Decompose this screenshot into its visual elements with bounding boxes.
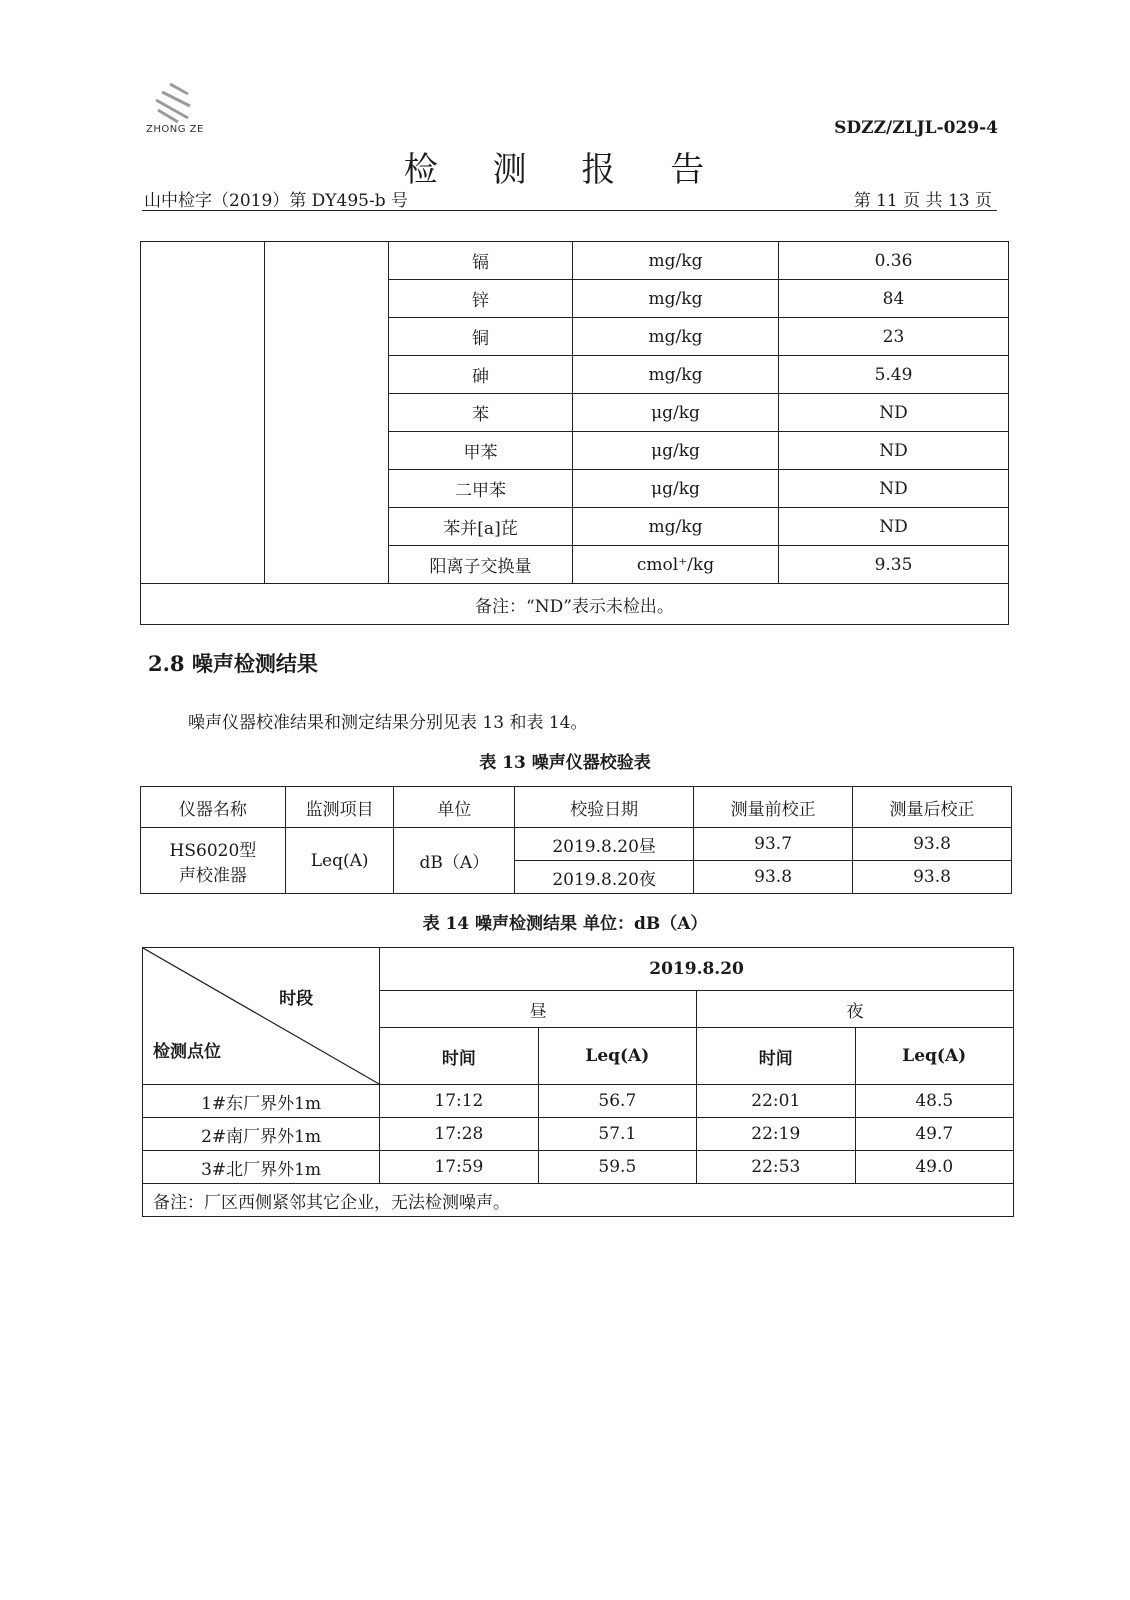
unit-cell: μg/kg	[573, 432, 779, 470]
table14-caption: 表 14 噪声检测结果 单位：dB（A）	[422, 914, 708, 934]
empty-cell	[141, 242, 265, 584]
section-title: 2.8 噪声检测结果	[148, 651, 318, 676]
table-row	[141, 242, 1009, 280]
after-cell: 93.8	[853, 828, 1012, 861]
unit-cell: dB（A）	[394, 828, 515, 894]
item-cell: 苯	[389, 394, 573, 432]
table13-caption: 表 13 噪声仪器校验表	[479, 753, 651, 773]
column-header: 校验日期	[515, 787, 694, 828]
date-header: 2019.8.20	[380, 948, 1014, 991]
table-header-row	[141, 787, 1012, 828]
leq-cell: 59.5	[538, 1151, 696, 1184]
metals-table	[140, 241, 1009, 625]
unit-cell: μg/kg	[573, 470, 779, 508]
report-number: 山中检字（2019）第 DY495-b 号	[144, 191, 408, 211]
column-header: 单位	[394, 787, 515, 828]
table-row	[143, 1151, 1014, 1184]
noise-results-table	[142, 947, 1014, 1217]
empty-cell	[265, 242, 389, 584]
column-header: 测量前校正	[694, 787, 853, 828]
time-cell: 22:53	[697, 1151, 855, 1184]
column-header: 时间	[697, 1028, 855, 1085]
item-cell: 镉	[389, 242, 573, 280]
instrument-cell	[141, 828, 286, 894]
value-cell: ND	[779, 394, 1009, 432]
corner-label-period: 时段	[279, 989, 314, 1009]
unit-cell: mg/kg	[573, 508, 779, 546]
time-cell: 22:19	[697, 1118, 855, 1151]
instrument-type: 声校准器	[178, 865, 247, 886]
unit-cell: mg/kg	[573, 356, 779, 394]
leq-cell: 56.7	[538, 1085, 696, 1118]
value-cell: ND	[779, 470, 1009, 508]
value-cell: 0.36	[779, 242, 1009, 280]
before-cell: 93.8	[694, 861, 853, 894]
unit-cell: μg/kg	[573, 394, 779, 432]
table-row	[141, 828, 1012, 861]
value-cell: ND	[779, 432, 1009, 470]
unit-cell: cmol⁺/kg	[573, 546, 779, 584]
date-cell: 2019.8.20夜	[515, 861, 694, 894]
header-divider	[142, 210, 997, 211]
table-note-row	[141, 584, 1009, 625]
item-cell: 锌	[389, 280, 573, 318]
item-cell: 二甲苯	[389, 470, 573, 508]
value-cell: ND	[779, 508, 1009, 546]
value-cell: 84	[779, 280, 1009, 318]
item-cell: 苯并[a]芘	[389, 508, 573, 546]
item-cell: 甲苯	[389, 432, 573, 470]
after-cell: 93.8	[853, 861, 1012, 894]
table-row	[143, 1118, 1014, 1151]
time-cell: 17:28	[380, 1118, 538, 1151]
value-cell: 5.49	[779, 356, 1009, 394]
item-cell: 铜	[389, 318, 573, 356]
item-cell: 阳离子交换量	[389, 546, 573, 584]
diagonal-divider	[143, 948, 379, 1084]
leq-cell: 57.1	[538, 1118, 696, 1151]
calibration-table	[140, 786, 1012, 894]
date-cell: 2019.8.20昼	[515, 828, 694, 861]
point-cell: 2#南厂界外1m	[143, 1118, 380, 1151]
unit-cell: mg/kg	[573, 318, 779, 356]
column-header: Leq(A)	[855, 1028, 1013, 1085]
night-header: 夜	[697, 991, 1014, 1028]
point-cell: 1#东厂界外1m	[143, 1085, 380, 1118]
page-info: 第 11 页 共 13 页	[853, 191, 992, 211]
column-header: 仪器名称	[141, 787, 286, 828]
leq-cell: 49.7	[855, 1118, 1013, 1151]
day-header: 昼	[380, 991, 697, 1028]
corner-header-cell	[143, 948, 380, 1085]
corner-label-point: 检测点位	[153, 1042, 221, 1062]
column-header: Leq(A)	[538, 1028, 696, 1085]
section-paragraph: 噪声仪器校准结果和测定结果分别见表 13 和表 14。	[188, 713, 588, 733]
before-cell: 93.7	[694, 828, 853, 861]
column-header: 测量后校正	[853, 787, 1012, 828]
table-header-row	[143, 948, 1014, 991]
table-note: 备注：厂区西侧紧邻其它企业，无法检测噪声。	[143, 1184, 1014, 1217]
point-cell: 3#北厂界外1m	[143, 1151, 380, 1184]
value-cell: 9.35	[779, 546, 1009, 584]
unit-cell: mg/kg	[573, 242, 779, 280]
document-code: SDZZ/ZLJL-029-4	[834, 118, 998, 138]
table-note-row	[143, 1184, 1014, 1217]
leq-cell: 49.0	[855, 1151, 1013, 1184]
item-cell: 砷	[389, 356, 573, 394]
leq-cell: 48.5	[855, 1085, 1013, 1118]
column-header: 监测项目	[285, 787, 394, 828]
logo-text: ZHONG ZE	[146, 124, 204, 135]
item-cell: Leq(A)	[285, 828, 394, 894]
table-note: 备注：“ND”表示未检出。	[141, 584, 1009, 625]
table-row	[143, 1085, 1014, 1118]
time-cell: 17:59	[380, 1151, 538, 1184]
value-cell: 23	[779, 318, 1009, 356]
unit-cell: mg/kg	[573, 280, 779, 318]
report-title: 检 测 报 告	[403, 150, 727, 190]
instrument-model: HS6020型	[169, 840, 257, 861]
time-cell: 22:01	[697, 1085, 855, 1118]
time-cell: 17:12	[380, 1085, 538, 1118]
column-header: 时间	[380, 1028, 538, 1085]
